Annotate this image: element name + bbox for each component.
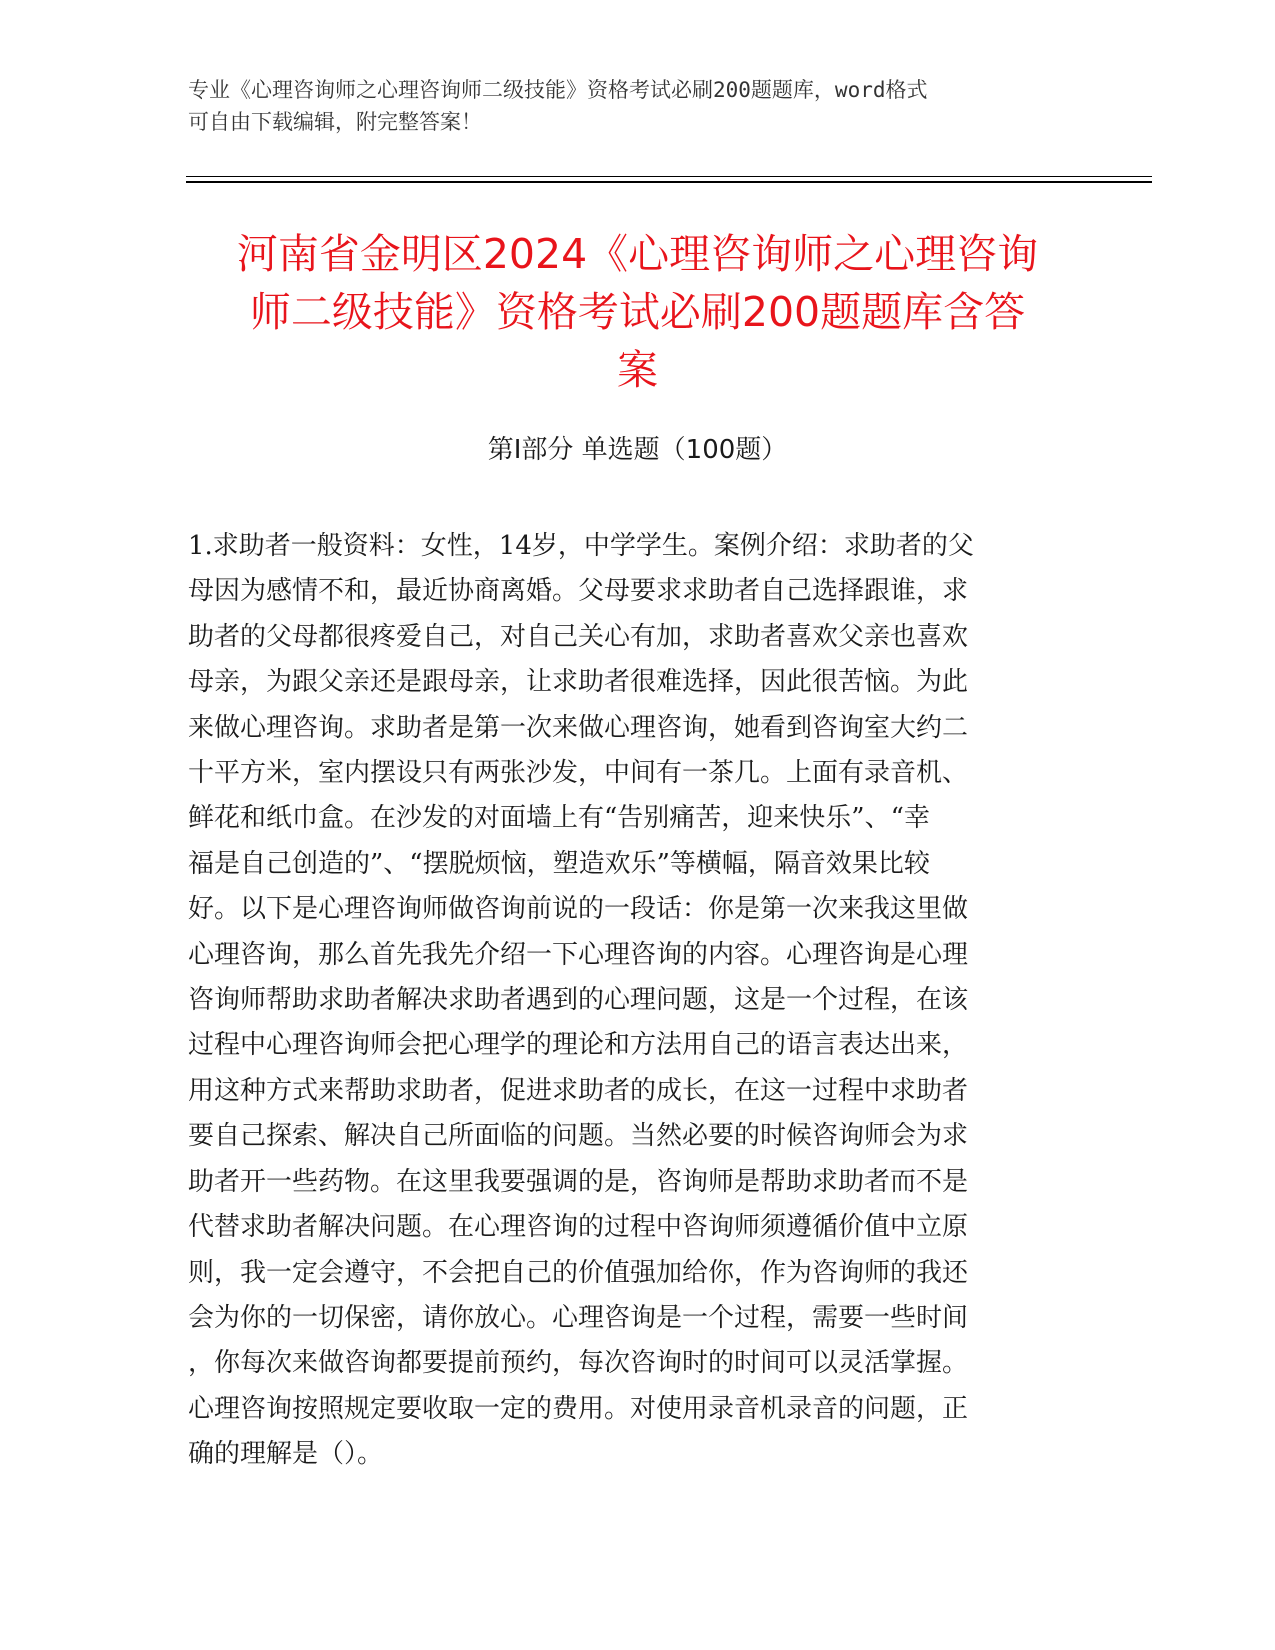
- section-heading: 第I部分 单选题（100题）: [487, 435, 788, 465]
- question-line: 代替求助者解决问题。在心理咨询的过程中咨询师须遵循价值中立原: [188, 1212, 969, 1243]
- question-line: 福是自己创造的”、“摆脱烦恼，塑造欢乐”等横幅，隔音效果比较: [188, 848, 930, 879]
- question-line: 用这种方式来帮助求助者，促进求助者的成长，在这一过程中求助者: [188, 1075, 969, 1106]
- header-divider-thin: [186, 176, 1152, 177]
- document-title-line: 河南省金明区2024《心理咨询师之心理咨询: [236, 230, 1039, 278]
- question-line: 1.求助者一般资料：女性，14岁，中学学生。案例介绍：求助者的父: [188, 531, 974, 561]
- question-line: ，你每次来做咨询都要提前预约，每次咨询时的时间可以灵活掌握。: [188, 1348, 969, 1379]
- question-line: 好。以下是心理咨询师做咨询前说的一段话：你是第一次来我这里做: [188, 894, 969, 925]
- question-line: 会为你的一切保密，请你放心。心理咨询是一个过程，需要一些时间: [188, 1302, 969, 1333]
- header-note-line: 专业《心理咨询师之心理咨询师二级技能》资格考试必刷200题题库，word格式: [188, 78, 928, 102]
- question-line: 心理咨询按照规定要收取一定的费用。对使用录音机录音的问题，正: [188, 1393, 969, 1424]
- question-line: 助者的父母都很疼爱自己，对自己关心有加，求助者喜欢父亲也喜欢: [188, 621, 969, 652]
- header-note-line: 可自由下载编辑，附完整答案！: [188, 110, 482, 134]
- question-line: 鲜花和纸巾盒。在沙发的对面墙上有“告别痛苦，迎来快乐”、“幸: [188, 803, 930, 834]
- question-line: 助者开一些药物。在这里我要强调的是，咨询师是帮助求助者而不是: [188, 1166, 969, 1197]
- question-line: 来做心理咨询。求助者是第一次来做心理咨询，她看到咨询室大约二: [188, 712, 969, 743]
- question-line: 确的理解是（）。: [188, 1439, 384, 1470]
- document-title-line: 案: [617, 346, 658, 394]
- question-line: 母亲，为跟父亲还是跟母亲，让求助者很难选择，因此很苦恼。为此: [188, 667, 969, 698]
- document-title-line: 师二级技能》资格考试必刷200题题库含答: [249, 288, 1026, 336]
- question-line: 母因为感情不和，最近协商离婚。父母要求求助者自己选择跟谁，求: [188, 576, 969, 607]
- question-1-text: [188, 524, 1088, 1478]
- question-line: 则，我一定会遵守，不会把自己的价值强加给你，作为咨询师的我还: [188, 1257, 969, 1288]
- question-line: 十平方米，室内摆设只有两张沙发，中间有一茶几。上面有录音机、: [188, 758, 969, 789]
- document-title: [150, 225, 1125, 399]
- question-line: 要自己探索、解决自己所面临的问题。当然必要的时候咨询师会为求: [188, 1121, 969, 1152]
- header-note: [188, 74, 1088, 138]
- header-divider-thick: [186, 181, 1152, 183]
- question-line: 过程中心理咨询师会把心理学的理论和方法用自己的语言表达出来，: [188, 1030, 969, 1061]
- question-line: 心理咨询，那么首先我先介绍一下心理咨询的内容。心理咨询是心理: [188, 939, 969, 970]
- question-line: 咨询师帮助求助者解决求助者遇到的心理问题，这是一个过程，在该: [188, 985, 969, 1016]
